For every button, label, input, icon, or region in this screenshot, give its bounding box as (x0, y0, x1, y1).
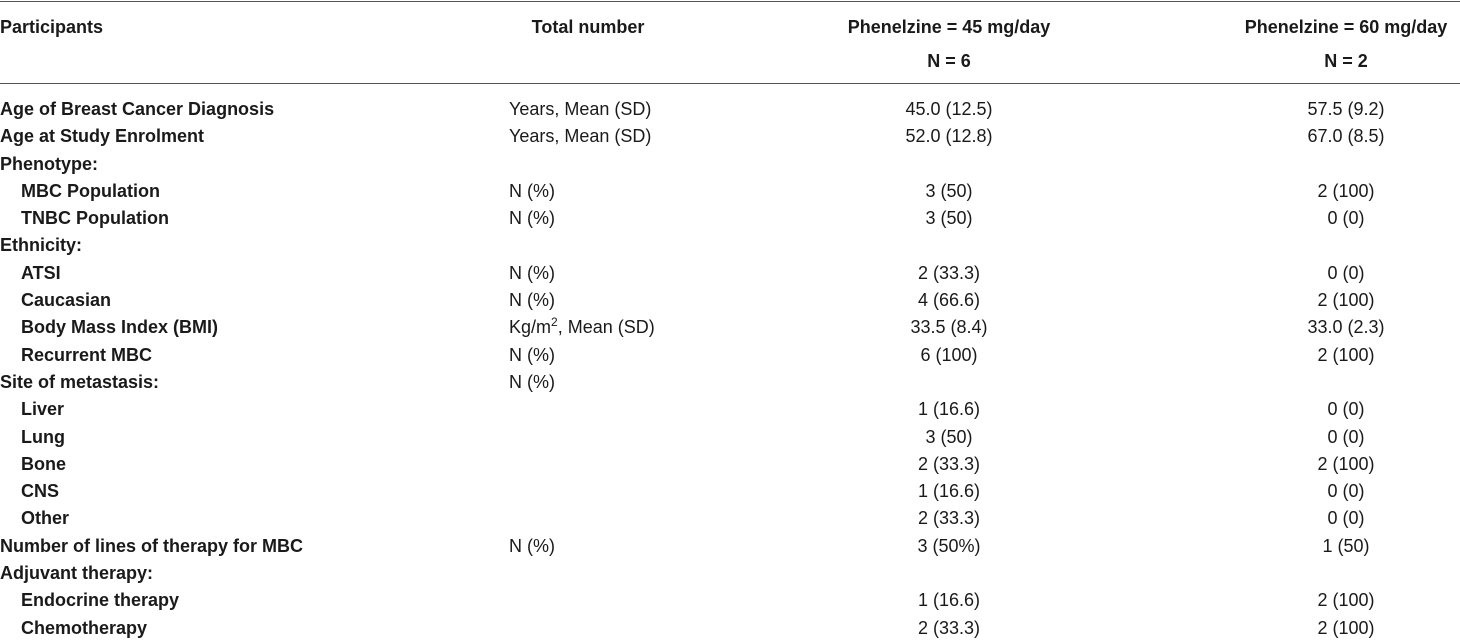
row-value-45: 2 (33.3) (917, 453, 981, 474)
table-header-rule (0, 83, 1460, 84)
table-row (0, 451, 1460, 478)
row-value-60: 2 (100) (1317, 590, 1375, 611)
header-participants: Participants (0, 17, 104, 37)
table-row (0, 505, 1460, 532)
row-value-60: 0 (0) (1327, 208, 1365, 229)
header-total-number: Total number (531, 17, 645, 37)
row-value-45: 3 (50) (925, 426, 973, 447)
row-value-45: 1 (16.6) (917, 590, 981, 611)
row-value-60: 2 (100) (1317, 617, 1375, 638)
table-row (0, 342, 1460, 369)
row-label: CNS (21, 481, 60, 502)
row-value-60: 57.5 (9.2) (1307, 99, 1385, 119)
row-value-45: 1 (16.6) (917, 481, 981, 502)
row-label: Ethnicity: (0, 235, 83, 256)
table-row (0, 533, 1460, 560)
table-row (0, 96, 1460, 123)
table-body (0, 96, 1460, 642)
row-value-60: 2 (100) (1317, 453, 1375, 474)
row-label: Other (21, 508, 70, 529)
row-value-45: 2 (33.3) (917, 508, 981, 529)
unit-base: Kg/m (509, 317, 552, 338)
table-row (0, 205, 1460, 232)
row-value-45: 3 (50%) (917, 535, 981, 556)
row-label: Adjuvant therapy: (0, 563, 154, 584)
table-row (0, 369, 1460, 396)
row-total: N (%) (509, 535, 555, 556)
row-label: Liver (21, 399, 65, 420)
header-dose-60-n: N = 2 (1324, 51, 1368, 71)
table-row (0, 314, 1460, 341)
header-dose-45: Phenelzine = 45 mg/day (847, 17, 1051, 37)
row-label: Chemotherapy (21, 617, 148, 638)
row-value-60: 1 (50) (1322, 535, 1370, 556)
row-total: N (%) (509, 371, 555, 392)
row-value-60: 0 (0) (1327, 508, 1365, 529)
row-label: Endocrine therapy (21, 590, 180, 611)
row-label: ATSI (21, 262, 61, 283)
row-label: TNBC Population (21, 208, 169, 229)
table-row (0, 424, 1460, 451)
header-dose-60: Phenelzine = 60 mg/day (1244, 17, 1448, 37)
row-value-60: 67.0 (8.5) (1307, 126, 1385, 147)
row-label: Bone (21, 453, 66, 474)
row-value-60: 0 (0) (1327, 262, 1365, 283)
unit-rest: , Mean (SD) (557, 317, 655, 338)
row-total (509, 314, 655, 341)
row-label: Number of lines of therapy for MBC (0, 535, 304, 556)
table-row (0, 151, 1460, 178)
row-value-45: 2 (33.3) (917, 262, 981, 283)
row-label: Site of metastasis: (0, 371, 160, 392)
row-value-45: 3 (50) (925, 208, 973, 229)
row-value-45: 2 (33.3) (917, 617, 981, 638)
table-row (0, 123, 1460, 150)
unit-superscript: 2 (551, 315, 558, 330)
table-row (0, 260, 1460, 287)
row-value-60: 0 (0) (1327, 481, 1365, 502)
row-total: Years, Mean (SD) (509, 99, 652, 119)
table-row (0, 178, 1460, 205)
row-total: N (%) (509, 344, 555, 365)
row-label: Recurrent MBC (21, 344, 153, 365)
row-label: Age of Breast Cancer Diagnosis (0, 99, 275, 119)
row-value-45: 6 (100) (920, 344, 978, 365)
row-label: Body Mass Index (BMI) (21, 317, 219, 338)
row-total: N (%) (509, 180, 555, 201)
row-label: Caucasian (21, 290, 112, 311)
row-total: N (%) (509, 262, 555, 283)
table-row (0, 478, 1460, 505)
table-top-rule (0, 1, 1460, 2)
row-value-60: 33.0 (2.3) (1307, 317, 1385, 338)
row-value-45: 3 (50) (925, 180, 973, 201)
row-total: N (%) (509, 208, 555, 229)
row-label: MBC Population (21, 180, 160, 201)
row-label: Phenotype: (0, 153, 99, 174)
row-total: Years, Mean (SD) (509, 126, 652, 147)
row-value-45: 1 (16.6) (917, 399, 981, 420)
row-value-45: 52.0 (12.8) (905, 126, 993, 147)
row-value-60: 0 (0) (1327, 399, 1365, 420)
table-row (0, 587, 1460, 614)
row-value-45: 4 (66.6) (917, 290, 981, 311)
row-label: Age at Study Enrolment (0, 126, 205, 147)
header-dose-45-n: N = 6 (927, 51, 971, 71)
row-label: Lung (21, 426, 65, 447)
row-value-45: 45.0 (12.5) (905, 99, 993, 119)
table-row (0, 232, 1460, 259)
row-value-60: 2 (100) (1317, 344, 1375, 365)
table-row (0, 560, 1460, 587)
table-row (0, 396, 1460, 423)
row-value-60: 0 (0) (1327, 426, 1365, 447)
row-total: N (%) (509, 290, 555, 311)
table-row (0, 615, 1460, 642)
row-value-45: 33.5 (8.4) (910, 317, 988, 338)
table-row (0, 287, 1460, 314)
row-value-60: 2 (100) (1317, 290, 1375, 311)
row-value-60: 2 (100) (1317, 180, 1375, 201)
